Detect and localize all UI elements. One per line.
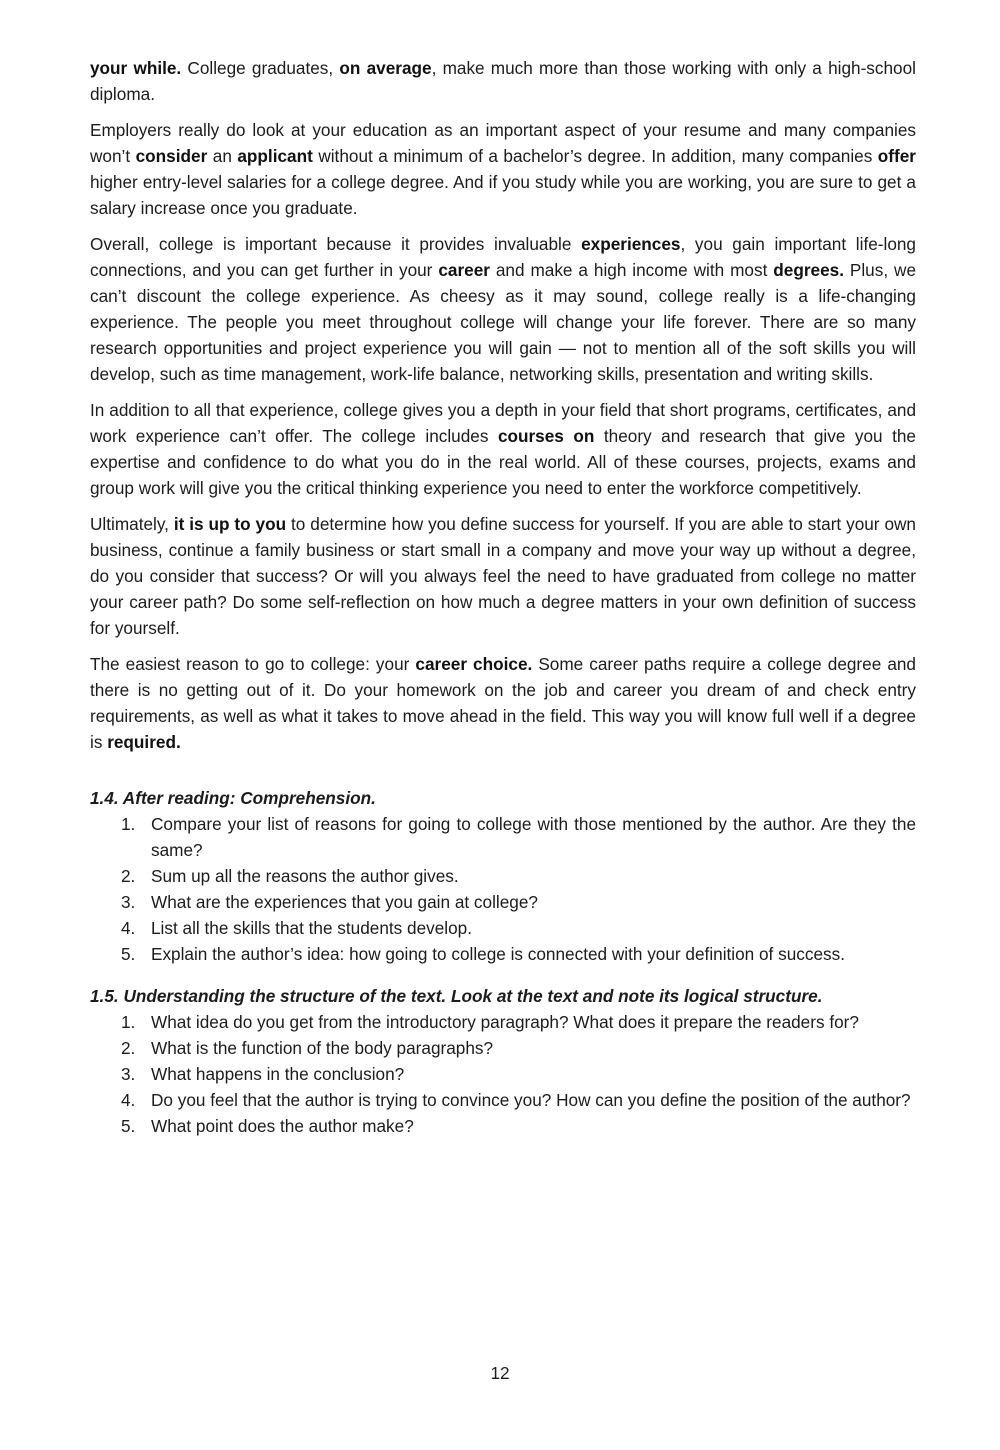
bold-phrase: experiences <box>581 234 681 254</box>
paragraph-4: In addition to all that experience, college gives you a depth in your field that short programs, certificates, and work experience can’t offer. The college includes courses on theory and research that give you the expertise and confidence to do what you do in the real world. All of these courses, projects, exams and group work will give you the critical thinking experience you need to enter the workforce competitively. <box>90 400 916 498</box>
list-item <box>121 1009 991 1035</box>
item-text: Compare your list of reasons for going to college with those mentioned by the author. Are they the same? <box>151 814 916 860</box>
item-number: 4. <box>121 1090 136 1110</box>
list-item <box>121 863 916 889</box>
question-list-1-4 <box>90 811 916 967</box>
item-number: 1. <box>121 814 136 834</box>
item-number: 3. <box>121 892 136 912</box>
bold-phrase: your while. <box>90 58 182 78</box>
item-text: Sum up all the reasons the author gives. <box>151 866 459 886</box>
item-text: List all the skills that the students develop. <box>151 918 473 938</box>
list-item <box>121 941 916 967</box>
paragraph-3: Overall, college is important because it provides invaluable experiences, you gain important life-long connections, and you can get further in your career and make a high income with most degrees. Plus, we can’t discount the college experience. As cheesy as it may sound, college really is a life-changing experience. The people you meet throughout college will change your life forever. There are so many research opportunities and project experience you will gain — not to mention all of the soft skills you will develop, such as time management, work-life balance, networking skills, presentation and writing skills. <box>90 234 917 384</box>
bold-phrase: on average <box>339 58 432 78</box>
list-item <box>121 1061 991 1087</box>
paragraph-6: The easiest reason to go to college: your career choice. Some career paths require a college degree and there is no getting out of it. Do your homework on the job and career you dream of and check entry requirements, as well as what it takes to move ahead in the field. This way you will know full well if a degree is required. <box>90 654 916 752</box>
paragraph-5: Ultimately, it is up to you to determine how you define success for yourself. If you are able to start your own business, continue a family business or start small in a company and move your way up without a degree, do you consider that success? Or will you always feel the need to have graduated from college no matter your career path? Do some self-reflection on how much a degree matters in your own definition of success for yourself. <box>90 514 916 638</box>
item-number: 1. <box>121 1012 136 1032</box>
item-text: What idea do you get from the introductory paragraph? What does it prepare the readers for? <box>151 1012 859 1032</box>
bold-phrase: courses on <box>497 426 595 446</box>
item-text: Do you feel that the author is trying to convince you? How can you define the position of the author? <box>151 1090 911 1110</box>
item-text: What happens in the conclusion? <box>151 1064 405 1084</box>
question-list-1-5 <box>90 1009 991 1139</box>
list-item <box>121 811 916 863</box>
item-text: Explain the author’s idea: how going to college is connected with your definition of success. <box>151 944 845 964</box>
item-number: 4. <box>121 918 136 938</box>
list-item <box>121 889 916 915</box>
bold-phrase: offer <box>877 146 916 166</box>
page-number: 12 <box>490 1363 510 1383</box>
item-number: 2. <box>121 1038 136 1058</box>
bold-phrase: it is up to you <box>173 514 287 534</box>
item-number: 5. <box>121 944 136 964</box>
item-number: 3. <box>121 1064 136 1084</box>
item-text: What is the function of the body paragraphs? <box>151 1038 494 1058</box>
section-heading-1-4: 1.4. After reading: Comprehension. <box>90 788 376 808</box>
list-item <box>121 1087 991 1113</box>
bold-phrase: career <box>438 260 490 280</box>
section-heading-1-5: 1.5. Understanding the structure of the text. Look at the text and note its logical structure. <box>90 986 823 1006</box>
bold-phrase: required. <box>107 732 181 752</box>
list-item <box>121 1113 991 1139</box>
bold-phrase: applicant <box>237 146 313 166</box>
item-text: What point does the author make? <box>151 1116 414 1136</box>
bold-phrase: career choice. <box>415 654 533 674</box>
page-content <box>90 55 916 1139</box>
item-number: 5. <box>121 1116 136 1136</box>
list-item <box>121 1035 991 1061</box>
bold-phrase: degrees. <box>773 260 844 280</box>
item-number: 2. <box>121 866 136 886</box>
bold-phrase: consider <box>135 146 208 166</box>
paragraph-2: Employers really do look at your education as an important aspect of your resume and many companies won’t consider an applicant without a minimum of a bachelor’s degree. In addition, many companies offer higher entry-level salaries for a college degree. And if you study while you are working, you are sure to get a salary increase once you graduate. <box>90 120 916 218</box>
paragraph-1: your while. College graduates, on average, make much more than those working with only a high-school diploma. <box>90 58 916 104</box>
item-text: What are the experiences that you gain at college? <box>151 892 538 912</box>
list-item <box>121 915 916 941</box>
